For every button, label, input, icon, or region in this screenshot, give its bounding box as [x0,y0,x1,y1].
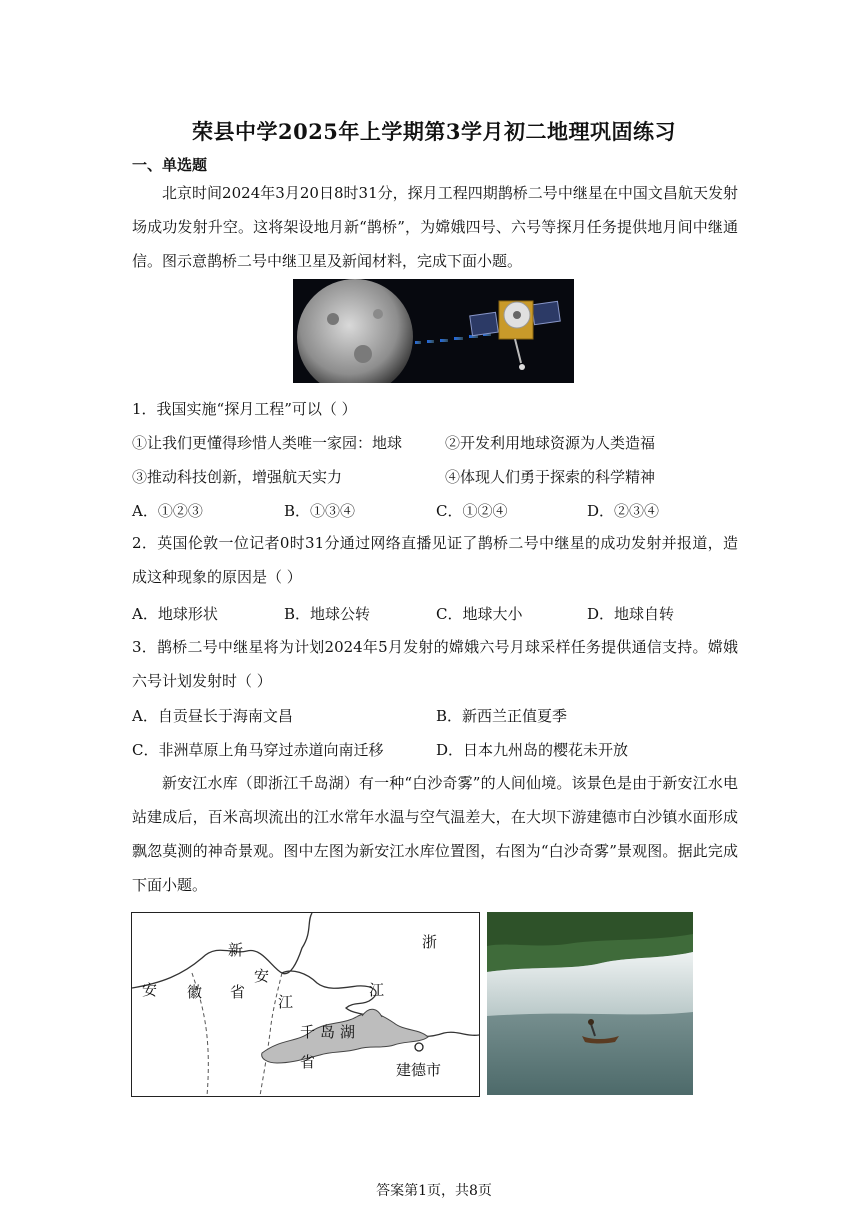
q1-option-c[interactable]: C．①②④ [436,502,508,520]
map-label-jiande: 建德市 [396,1061,442,1079]
page-footer: 答案第1页，共8页 [376,1183,492,1199]
intro-paragraph-1: 北京时间2024年3月20日8时31分，探月工程四期鹊桥二号中继星在中国文昌航天发射场成功发射升空。这将架设地月新“鹊桥”，为嫦娥四号、六号等探月任务提供地月间中继通信。图示意鹊桥二号中继卫星及新闻材料，完成下面小题。 [132,184,738,270]
question-3-stem: 3．鹊桥二号中继星将为计划2024年5月发射的嫦娥六号月球采样任务提供通信支持。嫦娥六号计划发射时（ ） [132,638,738,690]
baisha-fog-photo [487,912,693,1095]
q1-option-d[interactable]: D．②③④ [587,502,660,520]
map-label-jiang: 江 [278,993,294,1011]
question-1-stem: 1．我国实施“探月工程”可以（ ） [132,400,357,418]
section-heading: 一、单选题 [132,156,208,174]
map-label-qian: 千 [300,1023,316,1041]
map-label-zhe: 浙 [422,933,438,951]
map-label-hu: 湖 [340,1023,356,1041]
q3-option-a[interactable]: A．自贡昼长于海南文昌 [132,707,293,725]
map-label-sheng2: 省 [300,1053,316,1071]
map-label-an: 安 [142,981,158,999]
q1-statement-2: ②开发利用地球资源为人类造福 [445,434,656,452]
q2-option-d[interactable]: D．地球自转 [587,605,675,623]
map-label-sheng: 省 [230,983,246,1001]
q1-statement-4: ④体现人们勇于探索的科学精神 [445,468,656,486]
relay-satellite-image [293,279,574,383]
map-label-an2: 安 [254,967,270,985]
q1-option-b[interactable]: B．①③④ [284,502,356,520]
map-label-jiang2: 江 [369,981,385,999]
xinanjiang-reservoir-map [131,912,480,1097]
map-label-dao: 岛 [320,1023,336,1041]
page-title: 荣县中学2025年上学期第3学月初二地理巩固练习 [191,119,677,144]
map-label-hui: 徽 [187,983,203,1001]
q1-statement-3: ③推动科技创新，增强航天实力 [132,468,343,486]
intro-paragraph-2: 新安江水库（即浙江千岛湖）有一种“白沙奇雾”的人间仙境。该景色是由于新安江水电站建成后，百米高坝流出的江水常年水温与空气温差大，在大坝下游建德市白沙镇水面形成飘忽莫测的神奇景观。图中左图为新安江水库位置图，右图为“白沙奇雾”景观图。据此完成下面小题。 [132,774,738,894]
q2-option-c[interactable]: C．地球大小 [436,605,523,623]
q2-option-b[interactable]: B．地球公转 [284,605,371,623]
map-label-xin: 新 [228,941,244,959]
question-2-stem: 2．英国伦敦一位记者0时31分通过网络直播见证了鹊桥二号中继星的成功发射并报道，造成这种现象的原因是（ ） [132,534,738,586]
q3-option-b[interactable]: B．新西兰正值夏季 [436,707,568,725]
q3-option-d[interactable]: D．日本九州岛的樱花未开放 [436,741,629,759]
q1-statement-1: ①让我们更懂得珍惜人类唯一家园：地球 [132,434,403,452]
q1-option-a[interactable]: A．①②③ [132,502,203,520]
q2-option-a[interactable]: A．地球形状 [132,605,218,623]
q3-option-c[interactable]: C．非洲草原上角马穿过赤道向南迁移 [132,741,384,759]
